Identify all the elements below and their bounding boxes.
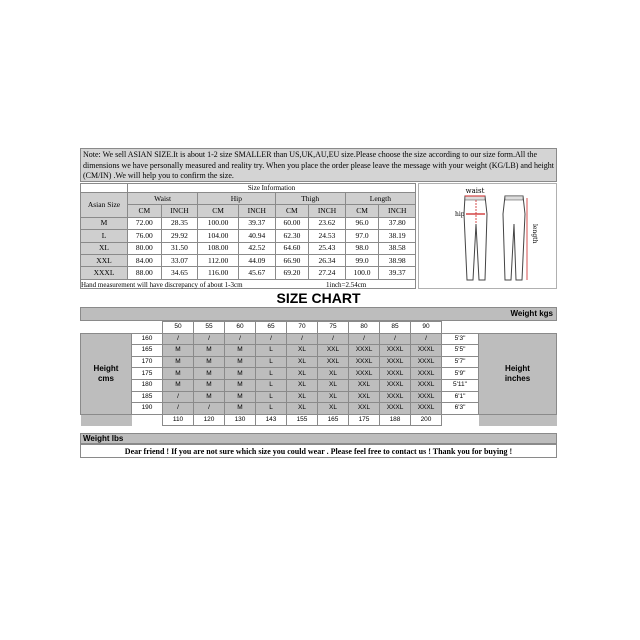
size-chart-title: SIZE CHART bbox=[276, 290, 361, 306]
lbs-cell: 110 bbox=[163, 414, 194, 426]
size-cell: XXL bbox=[318, 345, 349, 357]
size-cell: XL bbox=[287, 403, 318, 415]
size-cell: XL bbox=[287, 368, 318, 380]
height-cm-cell: 165 bbox=[132, 345, 163, 357]
pants-icon bbox=[419, 184, 556, 288]
size-information-table bbox=[80, 183, 416, 280]
height-inches-label-line: Height bbox=[505, 363, 530, 373]
info-value-cell: 112.00 bbox=[198, 254, 239, 266]
height-cm-cell: 185 bbox=[132, 391, 163, 403]
height-inches-label-line: inches bbox=[504, 373, 531, 383]
size-cell: XXL bbox=[318, 356, 349, 368]
size-chart-table bbox=[80, 321, 557, 426]
info-group-thigh: Thigh bbox=[275, 193, 345, 205]
info-value-cell: 84.00 bbox=[128, 254, 162, 266]
info-size-cell: XL bbox=[81, 242, 128, 254]
height-row bbox=[81, 333, 557, 345]
size-cell: XXXL bbox=[349, 345, 380, 357]
info-size-cell: XXL bbox=[81, 254, 128, 266]
info-value-cell: 26.34 bbox=[309, 254, 346, 266]
size-cell: L bbox=[256, 368, 287, 380]
kg-cell: 85 bbox=[380, 322, 411, 334]
info-value-cell: 66.90 bbox=[275, 254, 309, 266]
size-cell: XL bbox=[287, 379, 318, 391]
info-value-cell: 88.00 bbox=[128, 267, 162, 279]
size-cell: / bbox=[163, 333, 194, 345]
lbs-cell: 155 bbox=[287, 414, 318, 426]
size-cell: / bbox=[349, 333, 380, 345]
size-cell: XXXL bbox=[411, 379, 442, 391]
inch-conversion-note: 1inch=2.54cm bbox=[326, 281, 367, 289]
height-cm-cell: 170 bbox=[132, 356, 163, 368]
kg-cell: 50 bbox=[163, 322, 194, 334]
size-cell: L bbox=[256, 356, 287, 368]
info-unit-row bbox=[81, 205, 416, 217]
info-value-cell: 38.58 bbox=[379, 242, 416, 254]
info-title-row bbox=[81, 184, 416, 193]
kg-cell: 70 bbox=[287, 322, 318, 334]
info-unit-inch: INCH bbox=[161, 205, 198, 217]
info-value-cell: 96.0 bbox=[345, 217, 379, 229]
size-cell: XXXL bbox=[380, 356, 411, 368]
kg-cell: 60 bbox=[225, 322, 256, 334]
info-value-cell: 44.09 bbox=[239, 254, 276, 266]
size-cell: XXXL bbox=[380, 391, 411, 403]
size-cell: XXL bbox=[349, 403, 380, 415]
height-cms-label-line: cms bbox=[97, 373, 114, 383]
kg-cell: 80 bbox=[349, 322, 380, 334]
size-cell: L bbox=[256, 403, 287, 415]
size-cell: XL bbox=[318, 368, 349, 380]
size-cell: XXXL bbox=[349, 368, 380, 380]
kg-cell: 65 bbox=[256, 322, 287, 334]
lbs-corner bbox=[132, 414, 163, 426]
weight-lbs-footer: Weight lbs bbox=[80, 433, 557, 444]
size-cell: / bbox=[163, 403, 194, 415]
size-cell: XL bbox=[318, 379, 349, 391]
height-cm-cell: 190 bbox=[132, 403, 163, 415]
info-value-cell: 80.00 bbox=[128, 242, 162, 254]
size-cell: XXL bbox=[349, 379, 380, 391]
size-cell: XXXL bbox=[380, 345, 411, 357]
info-value-cell: 38.98 bbox=[379, 254, 416, 266]
friend-message: Dear friend ! If you are not sure which size you could wear . Please feel free to contact us ! Thank you for buying ! bbox=[80, 444, 557, 458]
lbs-cell: 175 bbox=[349, 414, 380, 426]
height-inch-cell: 5'5" bbox=[442, 345, 479, 357]
info-value-cell: 76.00 bbox=[128, 230, 162, 242]
lbs-cell: 143 bbox=[256, 414, 287, 426]
info-unit-inch: INCH bbox=[309, 205, 346, 217]
size-cell: M bbox=[225, 368, 256, 380]
size-cell: XL bbox=[287, 391, 318, 403]
info-value-cell: 62.30 bbox=[275, 230, 309, 242]
size-cell: L bbox=[256, 345, 287, 357]
size-cell: XXXL bbox=[411, 345, 442, 357]
height-cm-cell: 175 bbox=[132, 368, 163, 380]
height-inch-cell: 5'9" bbox=[442, 368, 479, 380]
kg-cell: 75 bbox=[318, 322, 349, 334]
info-group-hip: Hip bbox=[198, 193, 275, 205]
size-cell: M bbox=[225, 345, 256, 357]
size-cell: M bbox=[225, 379, 256, 391]
info-title: Size Information bbox=[128, 184, 416, 193]
measurement-note-bar bbox=[80, 279, 416, 289]
size-cell: XXL bbox=[349, 391, 380, 403]
info-value-cell: 29.92 bbox=[161, 230, 198, 242]
size-cell: M bbox=[163, 345, 194, 357]
size-cell: M bbox=[194, 368, 225, 380]
info-value-cell: 33.07 bbox=[161, 254, 198, 266]
height-cm-cell: 160 bbox=[132, 333, 163, 345]
height-inch-cell: 6'3" bbox=[442, 403, 479, 415]
kg-right-blank bbox=[442, 322, 557, 334]
diagram-hip-label: hip bbox=[455, 211, 465, 218]
info-value-cell: 37.80 bbox=[379, 217, 416, 229]
info-value-cell: 108.00 bbox=[198, 242, 239, 254]
size-cell: / bbox=[411, 333, 442, 345]
info-value-cell: 39.37 bbox=[379, 267, 416, 279]
height-inch-cell: 6'1" bbox=[442, 391, 479, 403]
size-cell: M bbox=[194, 379, 225, 391]
height-cms-label bbox=[81, 333, 132, 414]
lbs-cell: 188 bbox=[380, 414, 411, 426]
lbs-right-gray bbox=[479, 414, 557, 426]
info-value-cell: 72.00 bbox=[128, 217, 162, 229]
size-cell: XXXL bbox=[380, 403, 411, 415]
lbs-cell: 120 bbox=[194, 414, 225, 426]
size-cell: XL bbox=[318, 391, 349, 403]
info-value-cell: 100.00 bbox=[198, 217, 239, 229]
info-value-cell: 45.67 bbox=[239, 267, 276, 279]
lbs-right-blank bbox=[442, 414, 479, 426]
size-cell: M bbox=[163, 356, 194, 368]
info-value-cell: 98.0 bbox=[345, 242, 379, 254]
size-cell: / bbox=[380, 333, 411, 345]
size-cell: M bbox=[194, 356, 225, 368]
size-cell: M bbox=[225, 356, 256, 368]
size-cell: XXXL bbox=[411, 391, 442, 403]
info-row bbox=[81, 254, 416, 266]
height-inch-cell: 5'3" bbox=[442, 333, 479, 345]
info-size-cell: L bbox=[81, 230, 128, 242]
info-value-cell: 40.94 bbox=[239, 230, 276, 242]
lbs-cell: 165 bbox=[318, 414, 349, 426]
size-sheet bbox=[80, 148, 559, 459]
lbs-row bbox=[81, 414, 557, 426]
info-unit-cm: CM bbox=[275, 205, 309, 217]
kg-cell: 90 bbox=[411, 322, 442, 334]
info-value-cell: 60.00 bbox=[275, 217, 309, 229]
size-cell: XXXL bbox=[411, 368, 442, 380]
info-row bbox=[81, 242, 416, 254]
size-cell: M bbox=[194, 345, 225, 357]
size-cell: XXXL bbox=[380, 368, 411, 380]
size-cell: / bbox=[318, 333, 349, 345]
info-value-cell: 28.35 bbox=[161, 217, 198, 229]
size-cell: M bbox=[194, 391, 225, 403]
size-cell: XL bbox=[287, 356, 318, 368]
info-unit-cm: CM bbox=[345, 205, 379, 217]
kg-cell: 55 bbox=[194, 322, 225, 334]
info-group-row bbox=[81, 193, 416, 205]
info-unit-cm: CM bbox=[198, 205, 239, 217]
height-cm-cell: 180 bbox=[132, 379, 163, 391]
info-title-blank bbox=[81, 184, 128, 193]
info-value-cell: 42.52 bbox=[239, 242, 276, 254]
info-value-cell: 39.37 bbox=[239, 217, 276, 229]
info-value-cell: 69.20 bbox=[275, 267, 309, 279]
lbs-cell: 130 bbox=[225, 414, 256, 426]
info-value-cell: 64.60 bbox=[275, 242, 309, 254]
size-cell: XL bbox=[318, 403, 349, 415]
size-cell: / bbox=[287, 333, 318, 345]
diagram-length-label: length bbox=[531, 224, 538, 244]
size-cell: M bbox=[163, 368, 194, 380]
info-value-cell: 25.43 bbox=[309, 242, 346, 254]
info-value-cell: 27.24 bbox=[309, 267, 346, 279]
size-cell: XXXL bbox=[380, 379, 411, 391]
info-row bbox=[81, 267, 416, 279]
size-cell: / bbox=[194, 333, 225, 345]
size-cell: XXXL bbox=[411, 356, 442, 368]
height-inches-label bbox=[479, 333, 557, 414]
height-inch-cell: 5'7" bbox=[442, 356, 479, 368]
lbs-left-blank bbox=[81, 414, 132, 426]
size-cell: M bbox=[225, 391, 256, 403]
kg-corner bbox=[81, 322, 163, 334]
height-cms-label-line: Height bbox=[93, 363, 119, 373]
info-unit-cm: CM bbox=[128, 205, 162, 217]
size-cell: / bbox=[163, 391, 194, 403]
info-row bbox=[81, 217, 416, 229]
size-note: Note: We sell ASIAN SIZE.It is about 1-2 size SMALLER than US,UK,AU,EU size.Please choose the size according to our size form.All the dimensions we have personally measured and reality try. When you place the order please leave the message with your weight (KG/LB) and height (CM/IN) .We will help you to confirm the size. bbox=[80, 148, 557, 182]
pants-measurement-diagram bbox=[418, 183, 557, 289]
info-value-cell: 100.0 bbox=[345, 267, 379, 279]
info-group-length: Length bbox=[345, 193, 415, 205]
info-row bbox=[81, 230, 416, 242]
size-cell: M bbox=[225, 403, 256, 415]
size-cell: XXXL bbox=[411, 403, 442, 415]
diagram-waist-label: waist bbox=[465, 187, 485, 195]
size-cell: / bbox=[194, 403, 225, 415]
size-cell: XXXL bbox=[349, 356, 380, 368]
info-value-cell: 38.19 bbox=[379, 230, 416, 242]
size-cell: / bbox=[256, 333, 287, 345]
info-value-cell: 99.0 bbox=[345, 254, 379, 266]
info-value-cell: 23.62 bbox=[309, 217, 346, 229]
size-cell: / bbox=[225, 333, 256, 345]
info-value-cell: 116.00 bbox=[198, 267, 239, 279]
info-value-cell: 97.0 bbox=[345, 230, 379, 242]
size-cell: L bbox=[256, 391, 287, 403]
info-value-cell: 31.50 bbox=[161, 242, 198, 254]
info-size-cell: XXXL bbox=[81, 267, 128, 279]
info-value-cell: 24.53 bbox=[309, 230, 346, 242]
lbs-cell: 200 bbox=[411, 414, 442, 426]
size-cell: XL bbox=[287, 345, 318, 357]
info-value-cell: 104.00 bbox=[198, 230, 239, 242]
info-value-cell: 34.65 bbox=[161, 267, 198, 279]
size-cell: L bbox=[256, 379, 287, 391]
weight-kgs-header: Weight kgs bbox=[80, 307, 557, 321]
info-group-waist: Waist bbox=[128, 193, 198, 205]
hand-measurement-note: Hand measurement will have discrepancy of about 1-3cm bbox=[81, 281, 243, 289]
kg-row bbox=[81, 322, 557, 334]
info-unit-inch: INCH bbox=[379, 205, 416, 217]
asian-size-label: Asian Size bbox=[81, 193, 128, 218]
info-size-cell: M bbox=[81, 217, 128, 229]
info-unit-inch: INCH bbox=[239, 205, 276, 217]
size-cell: M bbox=[163, 379, 194, 391]
height-inch-cell: 5'11" bbox=[442, 379, 479, 391]
